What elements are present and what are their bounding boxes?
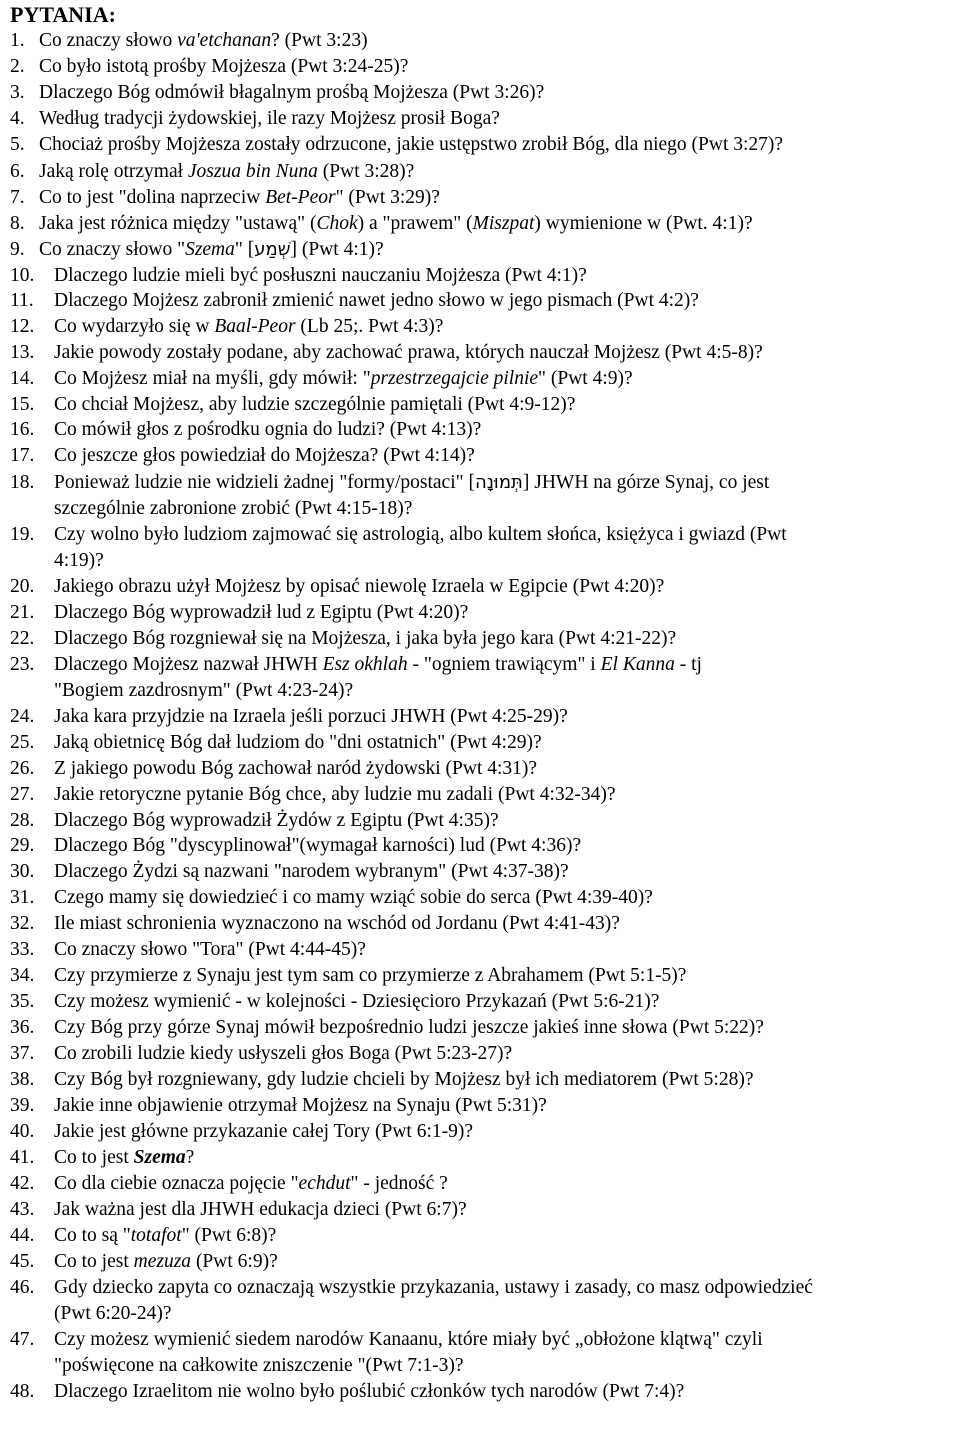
text-run: Jakie inne objawienie otrzymał Mojżesz na Synaju (Pwt 5:31)? — [54, 1095, 547, 1116]
question-number: 8. — [10, 213, 25, 234]
italic-term: echdut — [298, 1173, 351, 1194]
question-text — [54, 1146, 194, 1170]
italic-term: El Kanna — [600, 654, 675, 675]
question-number: 24. — [10, 706, 35, 727]
question-number: 36. — [10, 1017, 35, 1038]
text-run: Co chciał Mojżesz, aby ludzie szczególnie pamiętali (Pwt 4:9-12)? — [54, 394, 576, 415]
question-text — [39, 29, 368, 53]
text-run: Co to jest "dolina naprzeciw — [39, 187, 266, 208]
question-text — [54, 393, 575, 417]
text-run: Jaką obietnicę Bóg dał ludziom do "dni ostatnich" (Pwt 4:29)? — [54, 732, 542, 753]
question-number: 42. — [10, 1173, 35, 1194]
hebrew-term: שְׁמַע — [254, 239, 291, 260]
question-number: 10. — [10, 265, 35, 286]
italic-term: Esz okhlah — [322, 654, 408, 675]
question-text — [54, 1016, 764, 1040]
text-run: Jakie powody zostały podane, aby zachować prawa, których nauczał Mojżesz (Pwt 4:5-8)? — [54, 342, 763, 363]
question-number: 9. — [10, 239, 25, 260]
italic-term: Miszpat — [472, 213, 535, 234]
question-text — [54, 705, 568, 729]
question-number: 44. — [10, 1225, 35, 1246]
text-run: " (Pwt 3:29)? — [335, 187, 440, 208]
italic-term: mezuza — [133, 1251, 192, 1272]
question-text — [39, 107, 500, 131]
text-run: " [ — [234, 239, 255, 260]
question-number: 40. — [10, 1121, 35, 1142]
text-run: Jak ważna jest dla JHWH edukacja dzieci (Pwt 6:7)? — [54, 1199, 467, 1220]
text-run: " - jedność ? — [350, 1173, 448, 1194]
text-run: (Pwt 3:28)? — [317, 161, 415, 182]
text-run: Według tradycji żydowskiej, ile razy Mojżesz prosił Boga? — [39, 108, 500, 129]
italic-term: Bet-Peor — [265, 187, 336, 208]
question-text — [54, 627, 676, 651]
question-text — [54, 886, 653, 910]
question-text — [54, 1120, 473, 1144]
text-run: ) wymienione w (Pwt. 4:1)? — [534, 213, 753, 234]
question-number: 22. — [10, 628, 35, 649]
question-number: 48. — [10, 1381, 35, 1402]
question-number: 16. — [10, 419, 35, 440]
text-run: Jaką rolę otrzymał — [39, 161, 188, 182]
question-number: 7. — [10, 187, 25, 208]
question-text — [54, 315, 443, 339]
text-run: Co było istotą prośby Mojżesza (Pwt 3:24-25)? — [39, 56, 409, 77]
text-run: Czy Bóg przy górze Synaj mówił bezpośrednio ludzi jeszcze jakieś inne słowa (Pwt 5:22)? — [54, 1017, 764, 1038]
question-continuation: szczególnie zabronione zrobić (Pwt 4:15-18)? — [54, 498, 413, 519]
question-number: 33. — [10, 939, 35, 960]
question-number: 18. — [10, 472, 35, 493]
question-text — [54, 1198, 467, 1222]
question-text — [54, 1380, 684, 1404]
page-title: PYTANIA: — [10, 2, 116, 27]
question-number: 34. — [10, 965, 35, 986]
question-number: 13. — [10, 342, 35, 363]
question-number: 31. — [10, 887, 35, 908]
question-text — [54, 653, 702, 677]
question-number: 27. — [10, 784, 35, 805]
question-text — [54, 1328, 763, 1352]
question-number: 30. — [10, 861, 35, 882]
text-run: Dlaczego Mojżesz zabronił zmienić nawet jedno słowo w jego pismach (Pwt 4:2)? — [54, 290, 699, 311]
text-run: - tj — [674, 654, 702, 675]
question-text — [39, 238, 384, 262]
question-text — [54, 912, 620, 936]
text-run: Dlaczego Bóg wyprowadził Żydów z Egiptu (Pwt 4:35)? — [54, 810, 499, 831]
question-number: 17. — [10, 445, 35, 466]
question-number: 38. — [10, 1069, 35, 1090]
text-run: Dlaczego Żydzi są nazwani "narodem wybranym" (Pwt 4:37-38)? — [54, 861, 569, 882]
question-text — [54, 783, 616, 807]
text-run: Czy możesz wymienić - w kolejności - Dziesięcioro Przykazań (Pwt 5:6-21)? — [54, 991, 660, 1012]
italic-term: totafot — [130, 1225, 182, 1246]
text-run: Co dla ciebie oznacza pojęcie " — [54, 1173, 299, 1194]
question-text — [54, 1172, 448, 1196]
question-text — [39, 81, 544, 105]
question-text — [54, 289, 699, 313]
question-text — [54, 964, 686, 988]
question-number: 26. — [10, 758, 35, 779]
question-number: 37. — [10, 1043, 35, 1064]
text-run: Jaka jest różnica między "ustawą" ( — [39, 213, 317, 234]
text-run: ] (Pwt 4:1)? — [290, 239, 384, 260]
question-number: 45. — [10, 1251, 35, 1272]
text-run: Czego mamy się dowiedzieć i co mamy wziąć sobie do serca (Pwt 4:39-40)? — [54, 887, 653, 908]
text-run: Dlaczego Mojżesz nazwał JHWH — [54, 654, 323, 675]
question-number: 41. — [10, 1147, 35, 1168]
text-run: Ile miast schronienia wyznaczono na wschód od Jordanu (Pwt 4:41-43)? — [54, 913, 620, 934]
text-run: Jakie retoryczne pytanie Bóg chce, aby ludzie mu zadali (Pwt 4:32-34)? — [54, 784, 616, 805]
text-run: (Pwt 6:9)? — [191, 1251, 278, 1272]
text-run: Dlaczego Bóg rozgniewał się na Mojżesza, i jaka była jego kara (Pwt 4:21-22)? — [54, 628, 677, 649]
text-run: Dlaczego ludzie mieli być posłuszni nauczaniu Mojżesza (Pwt 4:1)? — [54, 265, 587, 286]
question-number: 3. — [10, 82, 25, 103]
question-text — [54, 809, 499, 833]
text-run: Co to jest — [54, 1251, 134, 1272]
text-run: Co znaczy słowo — [39, 30, 178, 51]
question-number: 12. — [10, 316, 35, 337]
text-run: Co Mojżesz miał na myśli, gdy mówił: " — [54, 368, 371, 389]
text-run: Jakie jest główne przykazanie całej Tory (Pwt 6:1-9)? — [54, 1121, 474, 1142]
question-text — [54, 731, 542, 755]
text-run: Dlaczego Bóg "dyscyplinował"(wymagał karności) lud (Pwt 4:36)? — [54, 835, 582, 856]
text-run: Co to są " — [54, 1225, 131, 1246]
question-text — [39, 212, 753, 236]
question-text — [39, 133, 783, 157]
text-run: Czy wolno było ludziom zajmować się astrologią, albo kultem słońca, księżyca i gwiazd (Pwt — [54, 524, 787, 545]
question-number: 4. — [10, 108, 25, 129]
question-number: 21. — [10, 602, 35, 623]
question-number: 35. — [10, 991, 35, 1012]
text-run: Dlaczego Bóg wyprowadził lud z Egiptu (Pwt 4:20)? — [54, 602, 469, 623]
question-number: 32. — [10, 913, 35, 934]
question-text — [54, 1224, 276, 1248]
text-run: " (Pwt 6:8)? — [181, 1225, 277, 1246]
question-number: 5. — [10, 134, 25, 155]
question-number: 47. — [10, 1329, 35, 1350]
question-continuation: "poświęcone na całkowite zniszczenie "(Pwt 7:1-3)? — [54, 1355, 464, 1376]
question-number: 25. — [10, 732, 35, 753]
text-run: " (Pwt 4:9)? — [538, 368, 633, 389]
text-run: (Lb 25;. Pwt 4:3)? — [295, 316, 444, 337]
question-text — [54, 367, 633, 391]
question-text — [54, 264, 587, 288]
text-run: Ponieważ ludzie nie widzieli żadnej "formy/postaci" [ — [54, 472, 475, 493]
question-number: 11. — [10, 290, 34, 311]
text-run: Jaka kara przyjdzie na Izraela jeśli porzuci JHWH (Pwt 4:25-29)? — [54, 706, 568, 727]
question-continuation: (Pwt 6:20-24)? — [54, 1303, 172, 1324]
question-text — [39, 186, 440, 210]
question-number: 14. — [10, 368, 35, 389]
question-number: 1. — [10, 30, 25, 51]
text-run: Co znaczy słowo "Tora" (Pwt 4:44-45)? — [54, 939, 366, 960]
text-run: Czy Bóg był rozgniewany, gdy ludzie chcieli by Mojżesz był ich mediatorem (Pwt 5:28)? — [54, 1069, 754, 1090]
question-number: 39. — [10, 1095, 35, 1116]
text-run: ) a "prawem" ( — [357, 213, 473, 234]
question-text — [54, 1276, 813, 1300]
question-number: 46. — [10, 1277, 35, 1298]
question-text — [54, 523, 787, 547]
text-run: ? — [185, 1147, 195, 1168]
question-text — [39, 55, 408, 79]
text-run: Co to jest — [54, 1147, 134, 1168]
text-run: Co znaczy słowo " — [39, 239, 186, 260]
hebrew-term: תְּמוּנָה — [474, 472, 523, 493]
question-number: 15. — [10, 394, 35, 415]
question-number: 29. — [10, 835, 35, 856]
question-text — [54, 444, 475, 468]
question-text — [54, 601, 468, 625]
text-run: Dlaczego Bóg odmówił błagalnym prośbą Mojżesza (Pwt 3:26)? — [39, 82, 545, 103]
italic-term: Szema — [185, 239, 235, 260]
question-text — [54, 860, 569, 884]
question-text — [54, 1250, 278, 1274]
question-text — [54, 471, 769, 495]
question-text — [39, 160, 414, 184]
question-number: 28. — [10, 810, 35, 831]
italic-term: Baal-Peor — [214, 316, 296, 337]
italic-term: przestrzegajcie pilnie — [370, 368, 539, 389]
text-run: Co jeszcze głos powiedział do Mojżesza? (Pwt 4:14)? — [54, 445, 475, 466]
text-run: ] JHWH na górze Synaj, co jest — [522, 472, 770, 493]
question-text — [54, 834, 581, 858]
question-number: 2. — [10, 56, 25, 77]
text-run: Dlaczego Izraelitom nie wolno było poślubić członków tych narodów (Pwt 7:4)? — [54, 1381, 685, 1402]
italic-term: va'etchanan — [177, 30, 272, 51]
question-text — [54, 757, 537, 781]
text-run: Chociaż prośby Mojżesza zostały odrzucone, jakie ustępstwo zrobił Bóg, dla niego (Pwt 3:27)? — [39, 134, 784, 155]
text-run: Czy możesz wymienić siedem narodów Kanaanu, które miały być „obłożone klątwą" czyli — [54, 1329, 763, 1350]
bold-italic-term: Szema — [133, 1147, 186, 1168]
text-run: Gdy dziecko zapyta co oznaczają wszystkie przykazania, ustawy i zasady, co masz odpowiedzieć — [54, 1277, 813, 1298]
question-number: 43. — [10, 1199, 35, 1220]
text-run: Co zrobili ludzie kiedy usłyszeli głos Boga (Pwt 5:23-27)? — [54, 1043, 513, 1064]
italic-term: Joszua bin Nuna — [187, 161, 318, 182]
text-run: ? (Pwt 3:23) — [271, 30, 368, 51]
question-number: 19. — [10, 524, 35, 545]
question-continuation: "Bogiem zazdrosnym" (Pwt 4:23-24)? — [54, 680, 354, 701]
question-text — [54, 341, 763, 365]
question-text — [54, 1068, 753, 1092]
question-text — [54, 1042, 512, 1066]
text-run: Czy przymierze z Synaju jest tym sam co przymierze z Abrahamem (Pwt 5:1-5)? — [54, 965, 687, 986]
question-text — [54, 1094, 547, 1118]
question-continuation: 4:19)? — [54, 550, 104, 571]
question-text — [54, 418, 481, 442]
text-run: Z jakiego powodu Bóg zachował naród żydowski (Pwt 4:31)? — [54, 758, 538, 779]
question-number: 20. — [10, 576, 35, 597]
text-run: Co mówił głos z pośrodku ognia do ludzi? (Pwt 4:13)? — [54, 419, 482, 440]
italic-term: Chok — [316, 213, 358, 234]
text-run: - "ogniem trawiącym" i — [407, 654, 601, 675]
question-text — [54, 990, 659, 1014]
question-number: 6. — [10, 161, 25, 182]
question-text — [54, 938, 366, 962]
question-number: 23. — [10, 654, 35, 675]
text-run: Co wydarzyło się w — [54, 316, 215, 337]
question-text — [54, 575, 664, 599]
text-run: Jakiego obrazu użył Mojżesz by opisać niewolę Izraela w Egipcie (Pwt 4:20)? — [54, 576, 665, 597]
